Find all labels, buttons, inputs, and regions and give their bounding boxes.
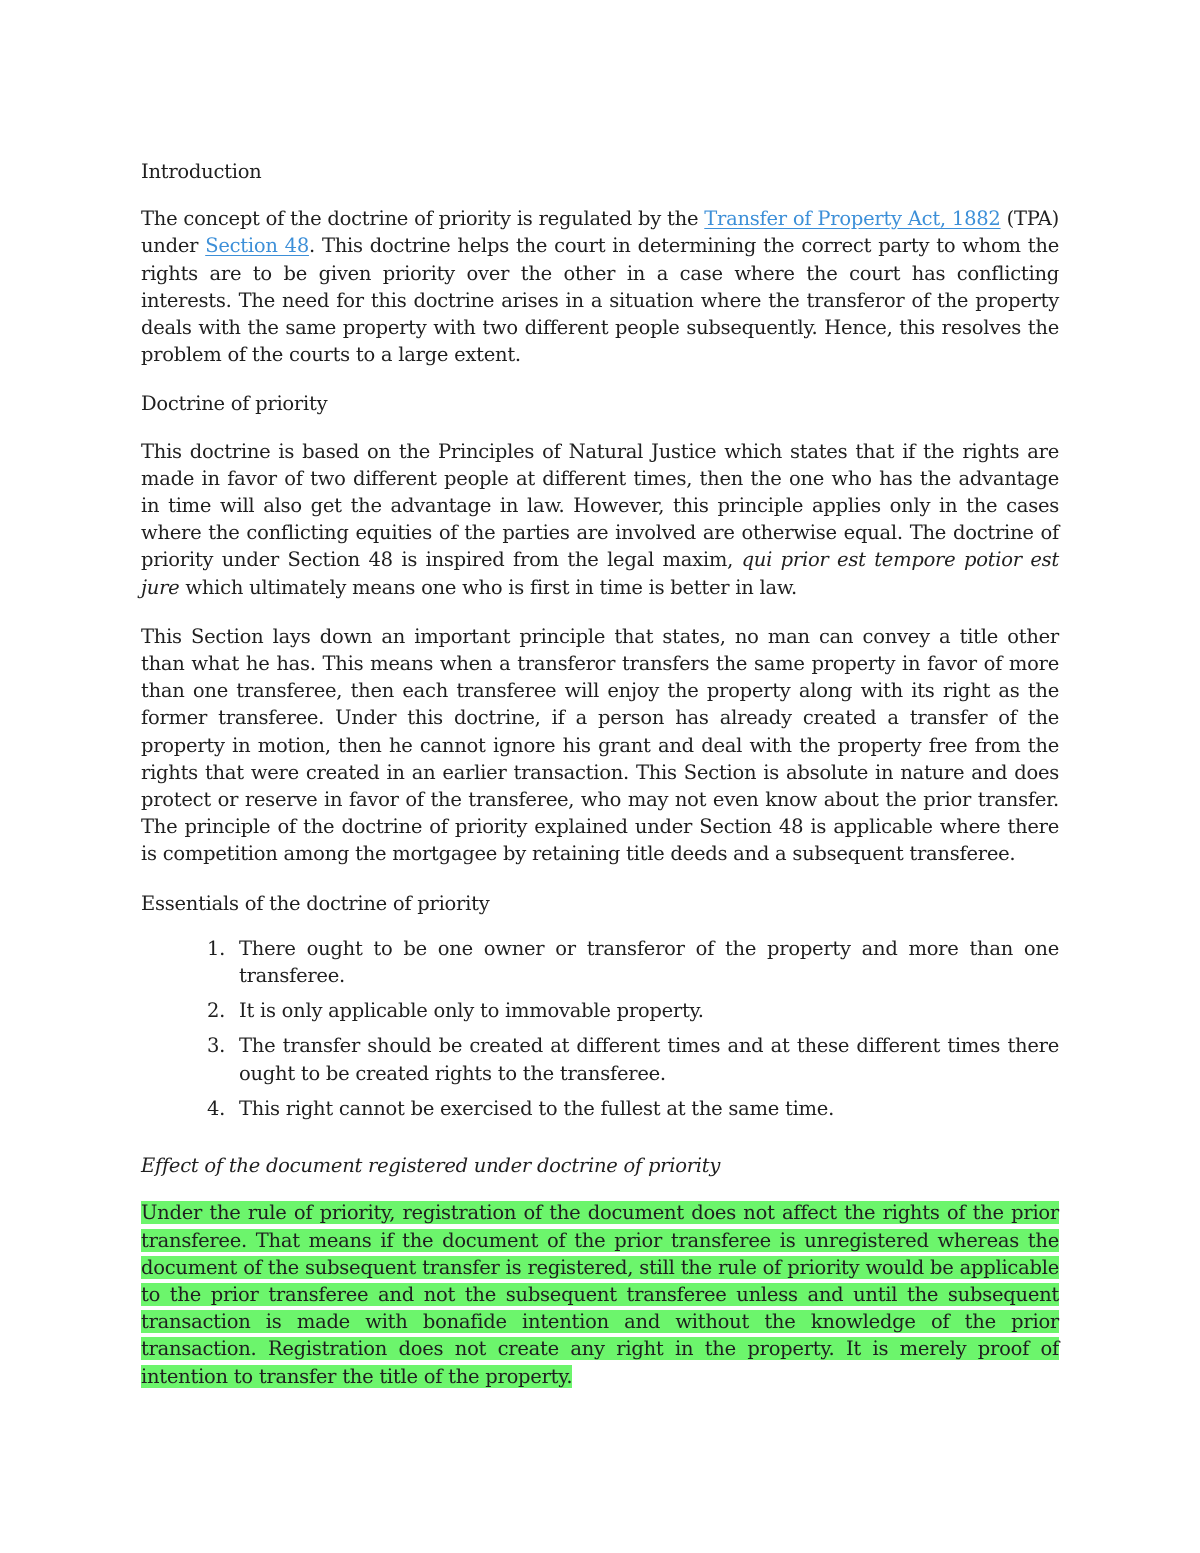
list-item: 2. It is only applicable only to immovable property. bbox=[231, 997, 1059, 1024]
list-item: 1. There ought to be one owner or transferor of the property and more than one transferee. bbox=[231, 935, 1059, 989]
list-item: 4. This right cannot be exercised to the fullest at the same time. bbox=[231, 1095, 1059, 1122]
doctrine-text-1a: This doctrine is based on the Principles of Natural Justice which states that if the rights are made in favor of two different people at different times, then the one who has the advantage in time will also get the advantage in law. However, this principle applies only in the cases where the conflicting equities of the parties are involved are otherwise equal. The doctrine of priority under Section 48 is inspired from the legal maxim, bbox=[141, 439, 1059, 572]
intro-heading: Introduction bbox=[141, 160, 262, 183]
doctrine-paragraph-2: This Section lays down an important principle that states, no man can convey a title other than what he has. This means when a transferor transfers the same property in favor of more than one transferee, then each transferee will enjoy the property along with its right as the former transferee. Under this doctrine, if a person has already created a transfer of the property in motion, then he cannot ignore his grant and deal with the property free from the rights that were created in an earlier transaction. This Section is absolute in nature and does protect or reserve in favor of the transferee, who may not even know about the prior transfer. The principle of the doctrine of priority explained under Section 48 is applicable where there is competition among the mortgagee by retaining title deeds and a subsequent transferee. bbox=[141, 624, 1059, 866]
tpa-link[interactable]: Transfer of Property Act, 1882 bbox=[704, 207, 1001, 231]
effect-heading: Effect of the document registered under doctrine of priority bbox=[141, 1154, 721, 1178]
intro-text-1: The concept of the doctrine of priority is regulated by the bbox=[141, 207, 705, 231]
essentials-heading: Essentials of the doctrine of priority bbox=[141, 891, 490, 915]
intro-text-3: . This doctrine helps the court in determining the correct party to whom the rights are to be given priority over the other in a case where the court has conflicting interests. The need for this doctrine arises in a situation where the transferor of the property deals with the same property with two different people subsequently. Hence, this resolves the problem of the courts to a large extent. bbox=[141, 234, 1059, 367]
doctrine-paragraph-1 bbox=[141, 438, 1059, 601]
intro-text-2: (TPA) under bbox=[141, 207, 1059, 258]
list-item: 3. The transfer should be created at different times and at these different times there ought to be created rights to the transferee. bbox=[231, 1032, 1059, 1086]
legal-maxim: qui prior est tempore potior est jure bbox=[141, 548, 1059, 599]
section-48-link[interactable]: Section 48 bbox=[205, 234, 309, 258]
essentials-list bbox=[141, 935, 1059, 1122]
doctrine-text-1b: which ultimately means one who is first in time is better in law. bbox=[179, 575, 797, 599]
doctrine-heading: Doctrine of priority bbox=[141, 392, 328, 416]
intro-paragraph bbox=[141, 205, 1059, 368]
highlighted-text: Under the rule of priority, registration of the document does not affect the rights of the prior transferee. That means if the document of the prior transferee is unregistered whereas the document of the subsequent transfer is registered, still the rule of priority would be applicable to the prior transferee and not the subsequent transferee unless and until the subsequent transaction is made with bonafide intention and without the knowledge of the prior transaction. Registration does not create any right in the property. It is merely proof of intention to transfer the title of the property. bbox=[141, 1201, 1059, 1388]
effect-paragraph bbox=[141, 1199, 1059, 1389]
document-page bbox=[141, 158, 1059, 1412]
